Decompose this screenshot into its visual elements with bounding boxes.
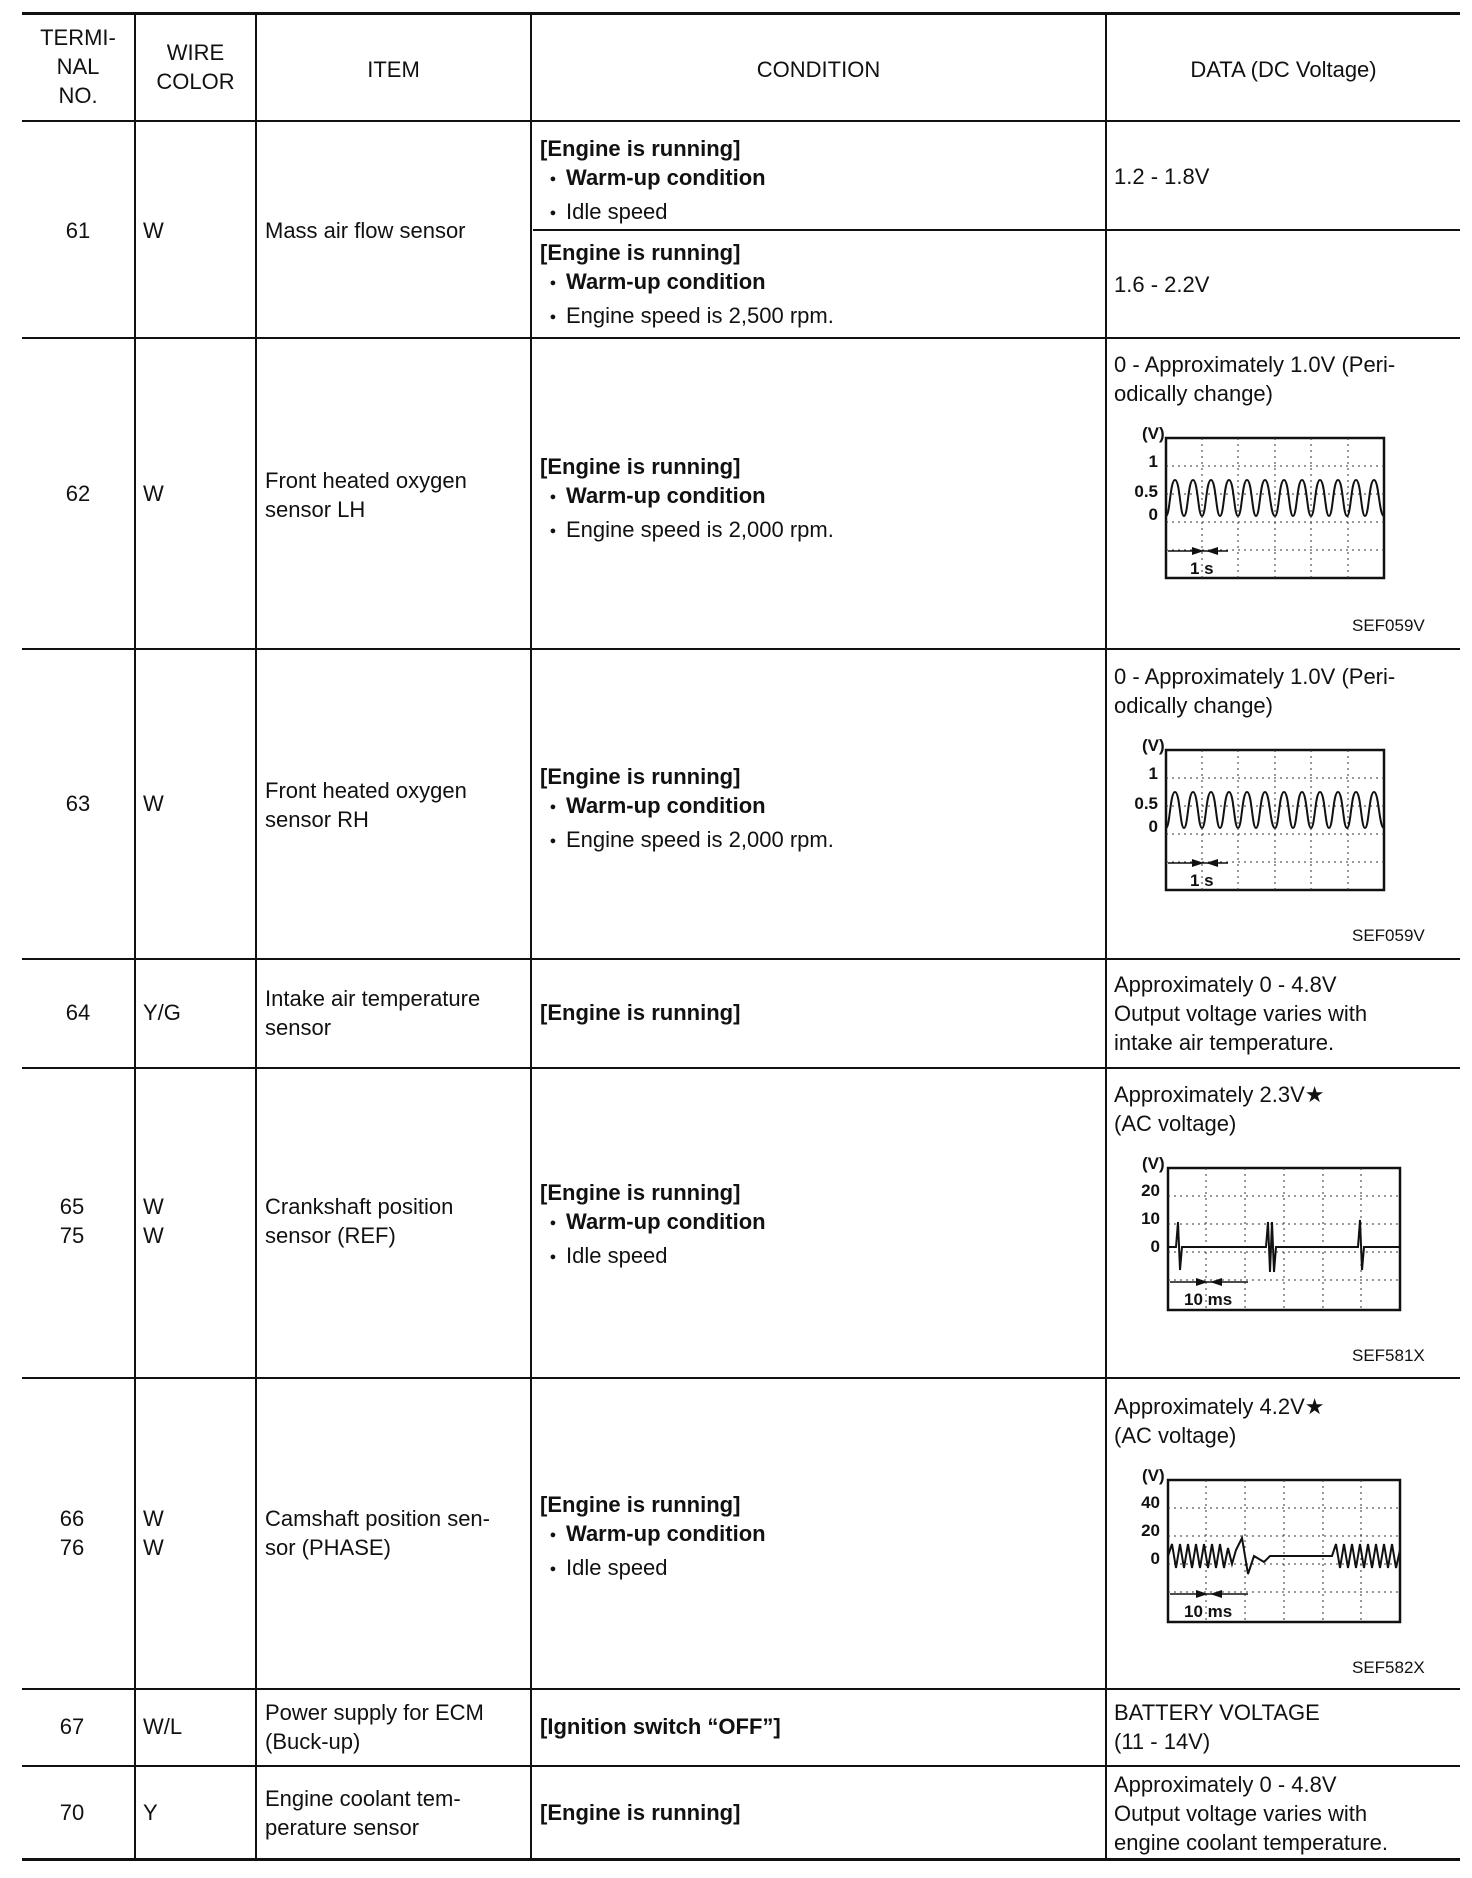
bullet-icon	[540, 515, 566, 549]
item-name: Front heated oxygen sensor RH	[265, 778, 467, 832]
bullet-icon	[540, 1519, 566, 1553]
data-value: 1.6 - 2.2V	[1114, 272, 1210, 297]
condition	[540, 762, 834, 859]
condition-title: [Engine is running]	[540, 764, 741, 789]
terminal-no: 61	[65, 218, 91, 243]
svg-text:10 ms: 10 ms	[1184, 1602, 1233, 1621]
data-value: Approximately 2.3V★ (AC voltage)	[1114, 1082, 1325, 1136]
item-name: Crankshaft position sensor (REF)	[265, 1194, 454, 1248]
bullet-icon	[540, 1207, 566, 1241]
bullet-icon	[540, 481, 566, 515]
data-value: 1.2 - 1.8V	[1114, 164, 1210, 189]
bullet-icon	[540, 301, 566, 335]
svg-text:1: 1	[1148, 764, 1158, 783]
svg-text:0: 0	[1148, 505, 1158, 524]
condition-bullet: ●Engine speed is 2,500 rpm.	[540, 301, 834, 335]
data-value: 0 - Approximately 1.0V (Peri- odically change)	[1114, 664, 1396, 718]
svg-text:0: 0	[1150, 1549, 1160, 1568]
condition-bullet: ●Idle speed	[540, 1241, 766, 1275]
wire-color: W	[143, 218, 164, 243]
crankshaft-sensor-waveform-icon	[1120, 1152, 1426, 1326]
svg-text:10: 10	[1141, 1209, 1160, 1228]
header-bottom-rule	[22, 120, 1460, 122]
terminal-no: 66 76	[59, 1506, 85, 1560]
svg-text:40: 40	[1141, 1493, 1160, 1512]
bullet-icon	[540, 197, 566, 231]
row-rule	[22, 337, 1460, 339]
wire-color: W W	[143, 1194, 164, 1248]
data-value: 0 - Approximately 1.0V (Peri- odically change)	[1114, 352, 1396, 406]
row-rule	[22, 648, 1460, 650]
figure-code: SEF059V	[1352, 616, 1425, 635]
ecm-terminal-table	[22, 12, 1460, 1862]
column-rule	[134, 12, 136, 1861]
item-name: Front heated oxygen sensor LH	[265, 468, 467, 522]
data-value: Approximately 4.2V★ (AC voltage)	[1114, 1394, 1325, 1448]
terminal-no: 70	[59, 1800, 85, 1825]
column-rule	[255, 12, 257, 1861]
condition-bullet: ●Warm-up condition	[540, 267, 834, 301]
terminal-no: 67	[59, 1714, 85, 1739]
svg-text:10 ms: 10 ms	[1184, 1290, 1233, 1309]
condition-title: [Engine is running]	[540, 1800, 741, 1825]
data-value: BATTERY VOLTAGE (11 - 14V)	[1114, 1700, 1320, 1754]
row-rule	[22, 1688, 1460, 1690]
bullet-icon	[540, 163, 566, 197]
bullet-icon	[540, 825, 566, 859]
row-rule	[22, 958, 1460, 960]
oxygen-sensor-waveform-icon	[1120, 734, 1426, 904]
condition-title: [Ignition switch “OFF”]	[540, 1714, 781, 1739]
item-name: Camshaft position sen- sor (PHASE)	[265, 1506, 490, 1560]
table-top-rule	[22, 12, 1460, 15]
figure-code: SEF059V	[1352, 926, 1425, 945]
condition-title: [Engine is running]	[540, 454, 741, 479]
terminal-no: 62	[65, 481, 91, 506]
wire-color: W W	[143, 1506, 164, 1560]
condition-title: [Engine is running]	[540, 1492, 741, 1517]
condition-title: [Engine is running]	[540, 240, 741, 265]
svg-text:(V): (V)	[1142, 424, 1165, 443]
wire-color: Y	[143, 1800, 158, 1825]
figure-code: SEF581X	[1352, 1346, 1425, 1365]
item-name: Mass air flow sensor	[265, 218, 466, 243]
svg-text:0: 0	[1150, 1237, 1160, 1256]
wire-color: Y/G	[143, 1000, 181, 1025]
condition-bullet: ●Warm-up condition	[540, 163, 766, 197]
condition-bullet: ●Warm-up condition	[540, 1207, 766, 1241]
item-name: Intake air temperature sensor	[265, 986, 481, 1040]
svg-text:0: 0	[1148, 817, 1158, 836]
svg-text:(V): (V)	[1142, 1154, 1165, 1173]
condition-bullet: ●Warm-up condition	[540, 791, 834, 825]
condition	[540, 1490, 766, 1587]
wire-color: W	[143, 481, 164, 506]
oxygen-sensor-waveform-icon	[1120, 422, 1426, 592]
header-data: DATA (DC Voltage)	[1190, 57, 1377, 82]
bullet-icon	[540, 1553, 566, 1587]
terminal-no: 64	[65, 1000, 91, 1025]
bullet-icon	[540, 1241, 566, 1275]
header-terminal-no: TERMI- NAL NO.	[40, 25, 116, 108]
condition-bullet: ●Engine speed is 2,000 rpm.	[540, 825, 834, 859]
svg-text:(V): (V)	[1142, 736, 1165, 755]
row-rule	[22, 1765, 1460, 1767]
data-value: Approximately 0 - 4.8V Output voltage varies with engine coolant temperature.	[1114, 1772, 1388, 1855]
condition	[540, 1178, 766, 1275]
terminal-no: 65 75	[59, 1194, 85, 1248]
svg-text:20: 20	[1141, 1521, 1160, 1540]
svg-text:20: 20	[1141, 1181, 1160, 1200]
condition	[540, 134, 766, 231]
condition-title: [Engine is running]	[540, 1180, 741, 1205]
camshaft-sensor-waveform-icon	[1120, 1464, 1426, 1638]
condition-bullet: ●Idle speed	[540, 1553, 766, 1587]
condition-bullet: ●Warm-up condition	[540, 481, 834, 515]
header-condition: CONDITION	[756, 57, 881, 82]
header-wire-color: WIRE COLOR	[156, 40, 235, 94]
terminal-no: 63	[65, 791, 91, 816]
bullet-icon	[540, 791, 566, 825]
row-rule	[22, 1377, 1460, 1379]
column-rule	[530, 12, 532, 1861]
svg-text:1 s: 1 s	[1190, 559, 1214, 578]
row-rule	[22, 1067, 1460, 1069]
figure-code: SEF582X	[1352, 1658, 1425, 1677]
item-name: Power supply for ECM (Buck-up)	[265, 1700, 484, 1754]
svg-text:0.5: 0.5	[1134, 794, 1158, 813]
condition-bullet: ●Engine speed is 2,000 rpm.	[540, 515, 834, 549]
condition-bullet: ●Idle speed	[540, 197, 766, 231]
condition-title: [Engine is running]	[540, 136, 741, 161]
data-value: Approximately 0 - 4.8V Output voltage varies with intake air temperature.	[1114, 972, 1368, 1055]
header-item: ITEM	[367, 57, 420, 82]
bullet-icon	[540, 267, 566, 301]
condition-bullet: ●Warm-up condition	[540, 1519, 766, 1553]
wire-color: W	[143, 791, 164, 816]
condition-title: [Engine is running]	[540, 1000, 741, 1025]
svg-text:1: 1	[1148, 452, 1158, 471]
item-name: Engine coolant tem- perature sensor	[265, 1786, 461, 1840]
column-rule	[1105, 12, 1107, 1861]
svg-text:0.5: 0.5	[1134, 482, 1158, 501]
table-bottom-rule	[22, 1858, 1460, 1861]
condition	[540, 452, 834, 549]
condition	[540, 238, 834, 335]
svg-text:(V): (V)	[1142, 1466, 1165, 1485]
wire-color: W/L	[143, 1714, 183, 1739]
svg-text:1 s: 1 s	[1190, 871, 1214, 890]
